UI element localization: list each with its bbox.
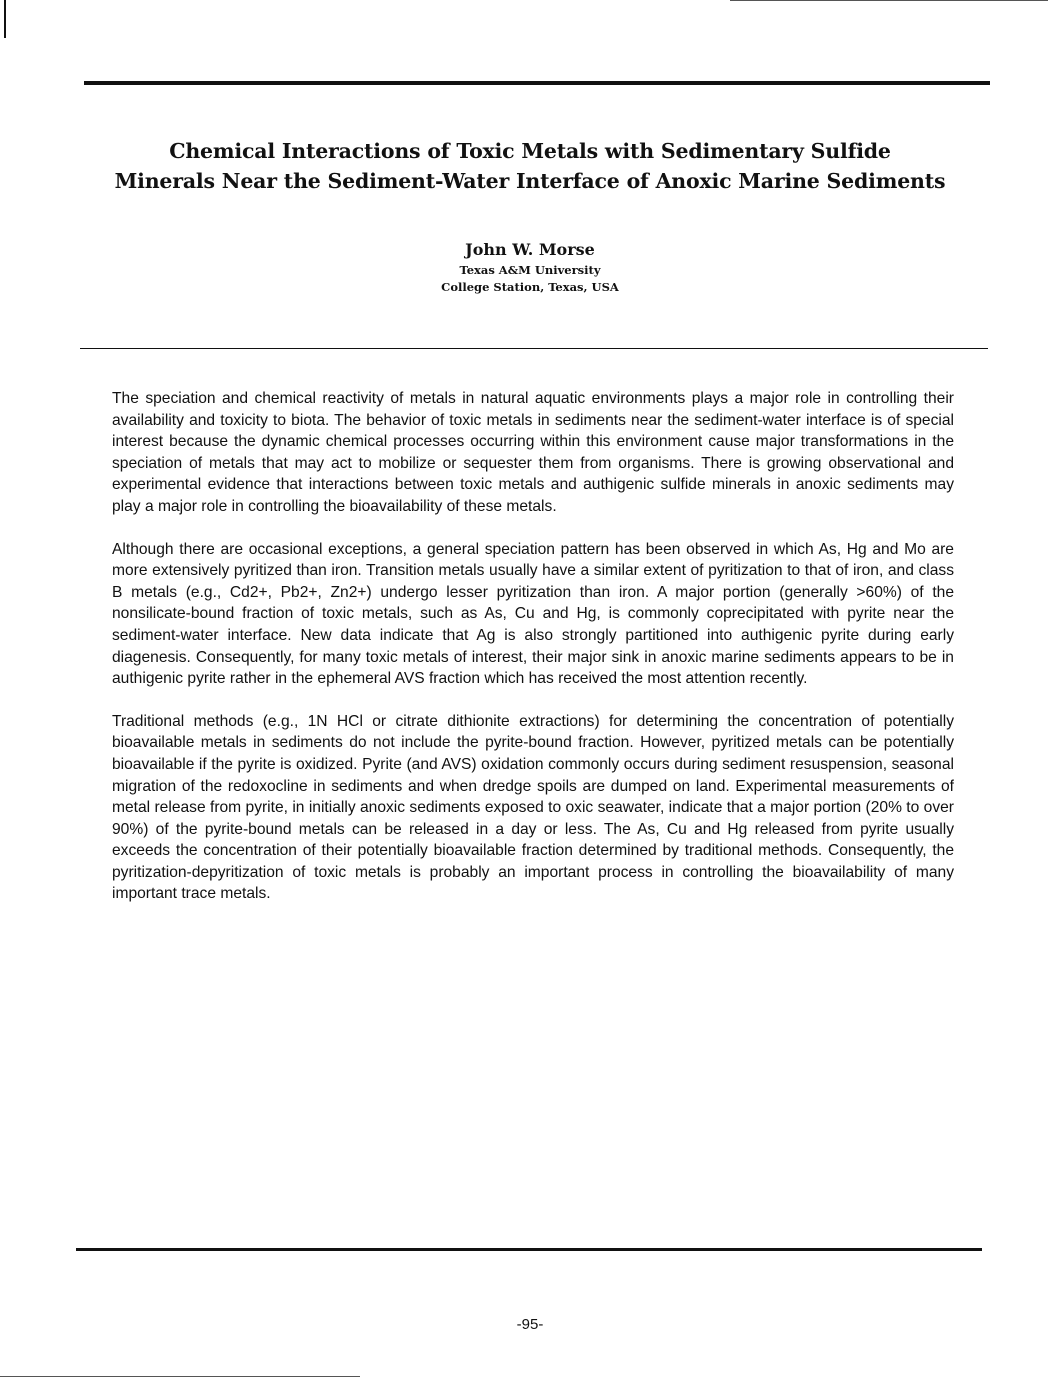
- page-number: -95-: [516, 1316, 544, 1333]
- abstract-body: [112, 388, 954, 926]
- title-line-1: Chemical Interactions of Toxic Metals with Sedimentary Sulfide: [169, 139, 891, 163]
- paragraph-1: The speciation and chemical reactivity of metals in natural aquatic environments plays a major role in controlling their availability and toxicity to biota. The behavior of toxic metals in sediments near the sediment-water interface is of special interest because the dynamic chemical processes occurring within this environment cause major transformations in the speciation of metals that may act to mobilize or sequester them from organisms. There is growing observational and experimental evidence that interactions between toxic metals and authigenic sulfide minerals in anoxic sediments may play a major role in controlling the bioavailability of these metals.: [112, 390, 954, 515]
- paper-title: [110, 136, 950, 196]
- author-location: College Station, Texas, USA: [441, 280, 619, 294]
- header-separator-rule: [80, 348, 988, 349]
- top-rule: [84, 81, 990, 85]
- paragraph-2: Although there are occasional exceptions, a general speciation pattern has been observed in which As, Hg and Mo are more extensively pyritized than iron. Transition metals usually have a similar extent of pyritization to that of iron, and class B metals (e.g., Cd2+, Pb2+, Zn2+) undergo lesser pyritization than iron. A major portion (generally >60%) of the nonsilicate-bound fraction of toxic metals, such as As, Cu and Hg, is commonly coprecipitated with pyrite near the sediment-water interface. New data indicate that Ag is also strongly partitioned into authigenic pyrite during early diagenesis. Consequently, for many toxic metals of interest, their major sink in anoxic marine sediments appears to be in authigenic pyrite rather in the ephemeral AVS fraction which has received the most attention recently.: [112, 540, 954, 688]
- paragraph-3: Traditional methods (e.g., 1N HCl or citrate dithionite extractions) for determining the concentration of potentially bioavailable metals in sediments do not include the pyrite-bound fraction. However, pyritized metals can be potentially bioavailable if the pyrite is oxidized. Pyrite (and AVS) oxidation commonly occurs during sediment resuspension, seasonal migration of the redoxocline in sediments and when dredge spoils are dumped on land. Experimental measurements of metal release from pyrite, in initially anoxic sediments exposed to oxic seawater, indicate that a major portion (20% to over 90%) of the pyrite-bound metals can be released in a day or less. The As, Cu and Hg released from pyrite usually exceeds the concentration of their potentially bioavailable fraction determined by traditional methods. Consequently, the pyritization-depyritization of toxic metals is probably an important process in controlling the bioavailability of many important trace metals.: [112, 712, 954, 903]
- bottom-rule: [76, 1248, 982, 1251]
- author-institution: Texas A&M University: [459, 263, 601, 277]
- scan-edge-mark-top-right: [730, 0, 1048, 1]
- author-name: John W. Morse: [465, 240, 595, 259]
- scan-edge-mark-bottom-left: [0, 1376, 360, 1377]
- scan-edge-mark-left: [4, 0, 6, 38]
- title-line-2: Minerals Near the Sediment-Water Interface of Anoxic Marine Sediments: [114, 169, 946, 193]
- author-block: [330, 238, 730, 296]
